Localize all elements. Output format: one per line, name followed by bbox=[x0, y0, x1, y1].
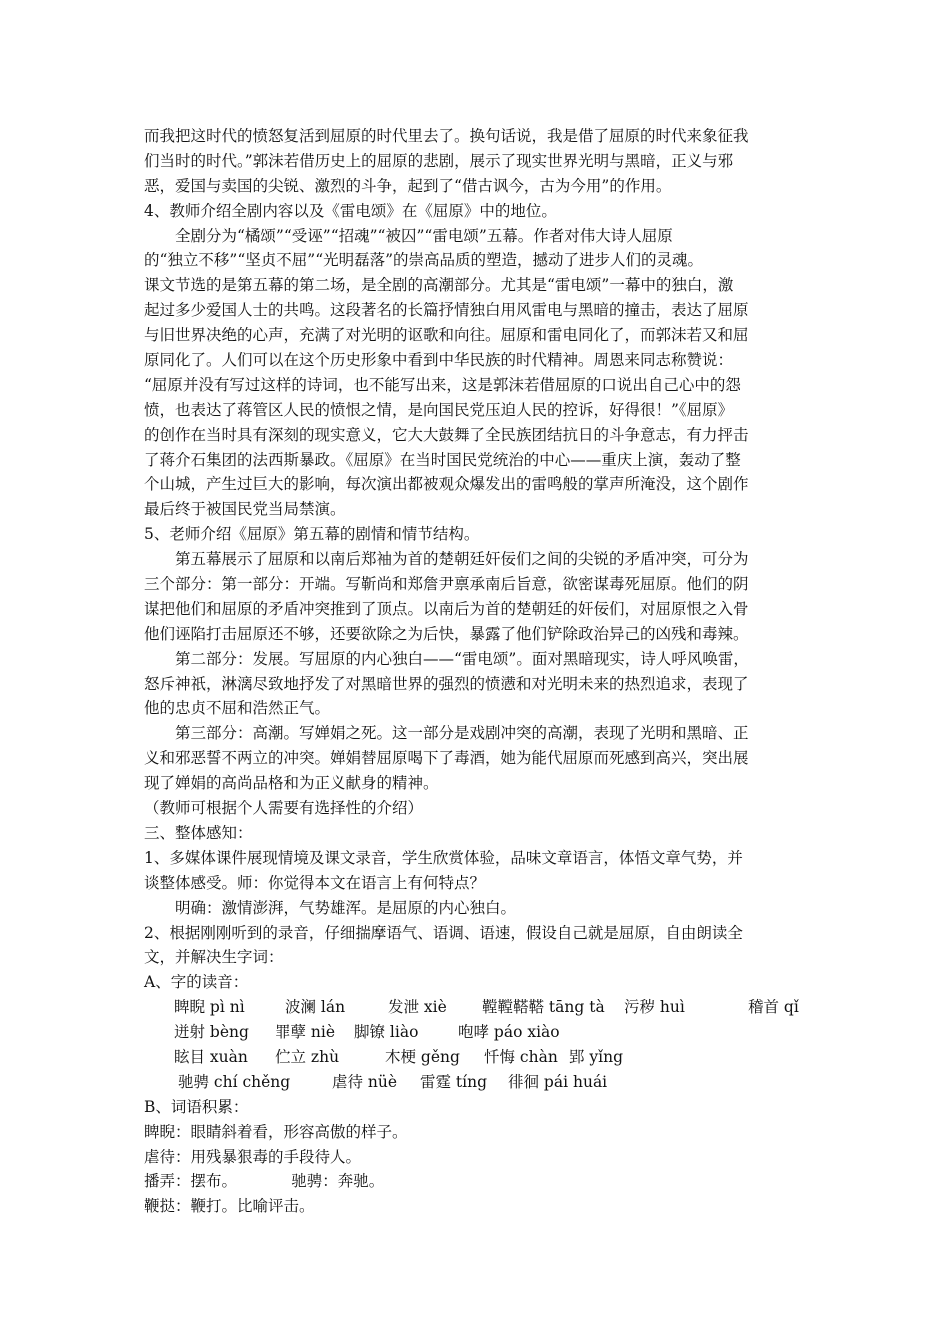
pinyin-entry: 睥睨 pì nì bbox=[174, 998, 245, 1017]
subsection-heading: A、字的读音： bbox=[144, 973, 249, 992]
section-heading: 5、老师介绍《屈原》第五幕的剧情和情节结构。 bbox=[144, 525, 480, 544]
pinyin-entry: 伫立 zhù bbox=[275, 1047, 340, 1066]
text-line: 的创作在当时具有深刻的现实意义，它大大鼓舞了全民族团结抗日的斗争意志，有力抨击 bbox=[144, 425, 749, 444]
main-text bbox=[144, 124, 814, 995]
pinyin-row bbox=[144, 995, 814, 1020]
text-line: 起过多少爱国人士的共鸣。这段著名的长篇抒情独白用风雷电与黑暗的撞击，表达了屈原 bbox=[144, 301, 749, 320]
pinyin-entry: 迸射 bèng bbox=[174, 1023, 249, 1042]
text-line: 2、根据刚刚听到的录音，仔细揣摩语气、语调、语速，假设自己就是屈原，自由朗读全 bbox=[144, 923, 743, 942]
pinyin-row bbox=[144, 1070, 814, 1095]
text-line: 他们诬陷打击屈原还不够，还要欲除之为后快，暴露了他们铲除政治异己的凶残和毒辣。 bbox=[144, 624, 749, 643]
text-line: 义和邪恶誓不两立的冲突。婵娟替屈原喝下了毒酒，她为能代屈原而死感到高兴，突出展 bbox=[144, 749, 749, 768]
pinyin-entry: 徘徊 pái huái bbox=[508, 1072, 608, 1091]
pinyin-entry: 波澜 lán bbox=[285, 998, 346, 1017]
text-line: 而我把这时代的愤怒复活到屈原的时代里去了。换句话说，我是借了屈原的时代来象征我 bbox=[144, 127, 749, 145]
pinyin-row bbox=[144, 1045, 814, 1070]
text-line: 谋把他们和屈原的矛盾冲突推到了顶点。以南后为首的楚朝廷的奸佞们，对屈原恨之入骨 bbox=[144, 599, 749, 618]
text-line: 第三部分：高潮。写婵娟之死。这一部分是戏剧冲突的高潮，表现了光明和黑暗、正 bbox=[144, 724, 749, 743]
text-line: 个山城，产生过巨大的影响，每次演出都被观众爆发出的雷鸣般的掌声所淹没，这个剧作 bbox=[144, 475, 749, 494]
text-line: 1、多媒体课件展现情境及课文录音，学生欣赏体验，品味文章语言，体悟文章气势，并 bbox=[144, 848, 743, 867]
text-line: 谈整体感受。师：你觉得本文在语言上有何特点？ bbox=[144, 873, 486, 892]
pinyin-entry: 罪孽 niè bbox=[275, 1023, 336, 1042]
text-line: 最后终于被国民党当局禁演。 bbox=[144, 500, 346, 519]
text-line: 三个部分：第一部分：开端。写靳尚和郑詹尹禀承南后旨意，欲密谋毒死屈原。他们的阴 bbox=[144, 575, 749, 594]
text-line: 原同化了。人们可以在这个历史形象中看到中华民族的时代精神。周恩来同志称赞说： bbox=[144, 351, 734, 370]
pinyin-entry: 忏悔 chàn bbox=[484, 1047, 558, 1066]
text-line: 怒斥神祇，淋漓尽致地抒发了对黑暗世界的强烈的愤懑和对光明未来的热烈追求，表现了 bbox=[144, 674, 749, 693]
pinyin-table bbox=[144, 995, 814, 1095]
subsection-heading: B、词语积累： bbox=[144, 1097, 249, 1116]
section-heading: 4、教师介绍全剧内容以及《雷电颂》在《屈原》中的地位。 bbox=[144, 201, 557, 220]
text-line: 第五幕展示了屈原和以南后郑袖为首的楚朝廷奸佞们之间的尖锐的矛盾冲突，可分为 bbox=[144, 550, 749, 569]
text-line: 与旧世界决绝的心声，充满了对光明的讴歌和向往。屈原和雷电同化了，而郭沫若又和屈 bbox=[144, 326, 749, 345]
vocab-entry: 鞭挞：鞭打。比喻评击。 bbox=[144, 1197, 315, 1216]
text-line: 了蒋介石集团的法西斯暴政。《屈原》在当时国民党统治的中心——重庆上演，轰动了整 bbox=[144, 450, 741, 469]
pinyin-entry: 虐待 nüè bbox=[332, 1072, 398, 1091]
pinyin-entry: 污秽 huì bbox=[624, 998, 685, 1017]
pinyin-entry: 雷霆 tíng bbox=[420, 1072, 488, 1091]
pinyin-entry: 鞺鞺鞳鞳 tāng tà bbox=[482, 998, 605, 1017]
text-line: 文，并解决生字词： bbox=[144, 948, 284, 967]
pinyin-entry: 木梗 gěng bbox=[385, 1047, 460, 1066]
text-line: 愤，也表达了蒋管区人民的愤恨之情，是向国民党压迫人民的控诉，好得很！”《屈原》 bbox=[144, 400, 734, 419]
text-line: 明确：激情澎湃，气势雄浑。是屈原的内心独白。 bbox=[144, 898, 517, 917]
section-heading: 三、整体感知： bbox=[144, 823, 253, 842]
text-line: 们当时的时代。”郭沫若借历史上的屈原的悲剧，展示了现实世界光明与黑暗，正义与邪 bbox=[144, 151, 734, 170]
vocab-entry: 睥睨：眼睛斜着看，形容高傲的样子。 bbox=[144, 1122, 408, 1141]
text-line: 的“独立不移”“坚贞不屈”“光明磊落”的崇高品质的塑造，撼动了进步人们的灵魂。 bbox=[144, 251, 704, 270]
pinyin-entry: 咆哮 páo xiào bbox=[458, 1023, 560, 1042]
pinyin-entry: 发泄 xiè bbox=[388, 998, 447, 1017]
pinyin-entry: 脚镣 liào bbox=[354, 1023, 419, 1042]
document-page bbox=[144, 124, 814, 1219]
pinyin-entry: 郢 yǐng bbox=[569, 1047, 624, 1066]
text-line: “屈原并没有写过这样的诗词，也不能写出来，这是郭沫若借屈原的口说出自己心中的怨 bbox=[144, 375, 741, 394]
pinyin-entry: 驰骋 chí chěng bbox=[178, 1072, 291, 1091]
pinyin-row bbox=[144, 1020, 814, 1045]
vocab-entry: 播弄：摆布。 驰骋：奔驰。 bbox=[144, 1172, 385, 1191]
text-line: 恶，爱国与卖国的尖锐、激烈的斗争，起到了“借古讽今，古为今用”的作用。 bbox=[144, 176, 672, 195]
vocabulary-section bbox=[144, 1095, 814, 1219]
vocab-entry: 虐待：用残暴狠毒的手段待人。 bbox=[144, 1147, 362, 1166]
pinyin-entry: 稽首 qǐ bbox=[748, 998, 799, 1017]
text-line: 全剧分为“橘颂”“受诬”“招魂”“被囚”“雷电颂”五幕。作者对伟大诗人屈原 bbox=[144, 226, 673, 245]
text-line: 第二部分：发展。写屈原的内心独白——“雷电颂”。面对黑暗现实，诗人呼风唤雷， bbox=[144, 649, 749, 668]
text-line: 课文节选的是第五幕的第二场，是全剧的高潮部分。尤其是“雷电颂”一幕中的独白，激 bbox=[144, 276, 734, 295]
pinyin-entry: 眩目 xuàn bbox=[174, 1047, 248, 1066]
text-line: 他的忠贞不屈和浩然正气。 bbox=[144, 699, 331, 718]
text-line: 现了婵娟的高尚品格和为正义献身的精神。 bbox=[144, 774, 439, 793]
note-line: （教师可根据个人需要有选择性的介绍） bbox=[144, 799, 424, 818]
